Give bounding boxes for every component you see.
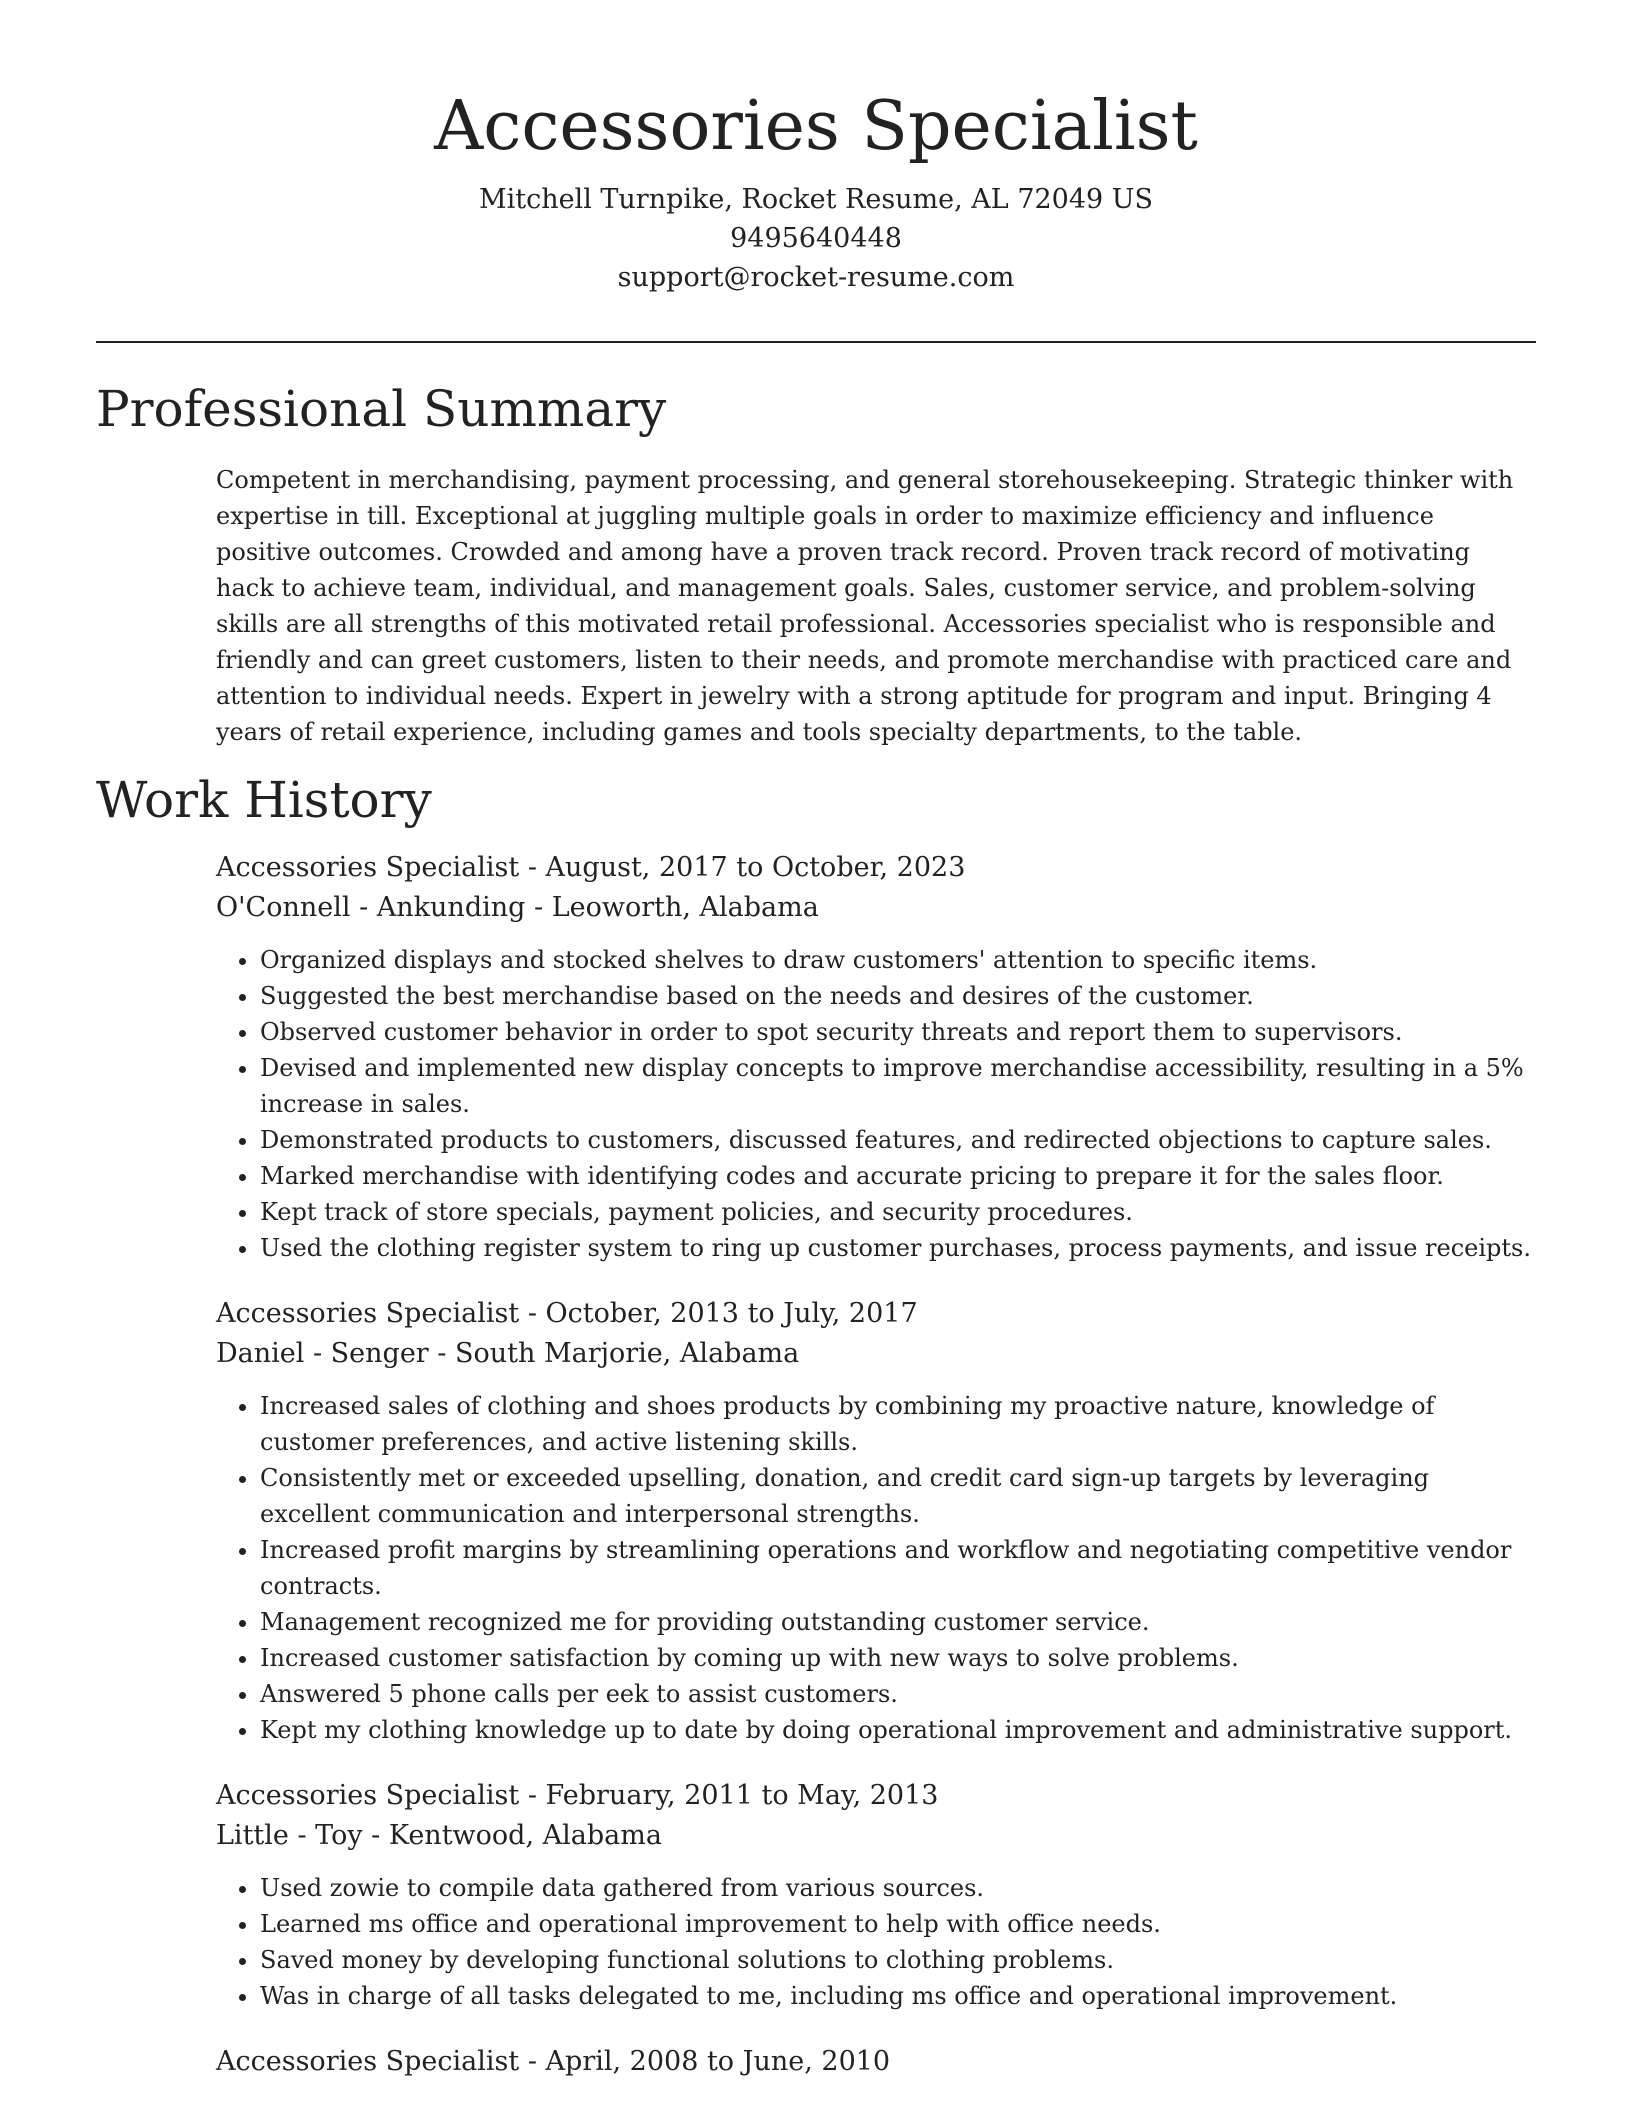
job-duties — [216, 1388, 1536, 1748]
job-position: Accessories Specialist — [216, 852, 520, 883]
job-duty: • Increased sales of clothing and shoes products by combining my proactive nature, knowledge of customer preferences, and active listening skills. — [260, 1388, 1536, 1460]
job-dates: - October, 2013 to July, 2017 — [519, 1298, 918, 1329]
job-heading — [216, 1776, 1536, 1816]
contact-email: support@rocket-resume.com — [617, 262, 1015, 293]
job-entry — [216, 2042, 1536, 2082]
contact-phone: 9495640448 — [730, 223, 902, 254]
summary-text: Competent in merchandising, payment processing, and general storehousekeeping. Strategic thinker with expertise in till. Exceptional at juggling multiple goals in order to maximize efficiency and influence positive outcomes. Crowded and among have a proven track record. Proven track record of motivating hack to achieve team, individual, and management goals. Sales, customer service, and problem-solving skills are all strengths of this motivated retail professional. Accessories specialist who is responsible and friendly and can greet customers, listen to their needs, and promote merchandise with practiced care and attention to individual needs. Expert in jewelry with a strong aptitude for program and input. Bringing 4 years of retail experience, including games and tools specialty departments, to the table. — [216, 466, 1514, 746]
section-title-work-history: Work History — [96, 771, 432, 829]
job-duty: • Was in charge of all tasks delegated to me, including ms office and operational improvement. — [260, 1978, 1536, 2014]
job-dates: - April, 2008 to June, 2010 — [519, 2046, 891, 2077]
job-heading — [216, 1294, 1536, 1334]
job-position: Accessories Specialist — [216, 1298, 520, 1329]
job-duty: • Kept track of store specials, payment policies, and security procedures. — [260, 1194, 1536, 1230]
job-duty: • Saved money by developing functional solutions to clothing problems. — [260, 1942, 1536, 1978]
job-duty: • Increased profit margins by streamlining operations and workflow and negotiating competitive vendor contracts. — [260, 1532, 1536, 1604]
job-duties — [216, 1870, 1536, 2014]
job-heading — [216, 848, 1536, 888]
job-dates: - August, 2017 to October, 2023 — [519, 852, 966, 883]
job-duty: • Marked merchandise with identifying codes and accurate pricing to prepare it for the sales floor. — [260, 1158, 1536, 1194]
job-employer-line — [216, 1816, 1536, 1856]
job-duty: • Suggested the best merchandise based on the needs and desires of the customer. — [260, 978, 1536, 1014]
job-entry — [216, 1776, 1536, 2014]
job-location: - South Marjorie, Alabama — [428, 1338, 800, 1369]
job-dates: - February, 2011 to May, 2013 — [519, 1780, 939, 1811]
job-duty: • Used the clothing register system to ring up customer purchases, process payments, and issue receipts. — [260, 1230, 1536, 1266]
job-heading — [216, 2042, 1536, 2082]
job-entry — [216, 848, 1536, 1266]
job-employer: O'Connell - Ankunding — [216, 892, 526, 923]
job-location: - Kentwood, Alabama — [362, 1820, 662, 1851]
job-entry — [216, 1294, 1536, 1748]
job-employer: Daniel - Senger — [216, 1338, 429, 1369]
job-employer-line — [216, 888, 1536, 928]
job-duty: • Increased customer satisfaction by coming up with new ways to solve problems. — [260, 1640, 1536, 1676]
contact-info — [0, 180, 1632, 297]
resume-header — [0, 0, 1632, 297]
job-position: Accessories Specialist — [216, 1780, 520, 1811]
job-duty: • Used zowie to compile data gathered from various sources. — [260, 1870, 1536, 1906]
job-duty: • Demonstrated products to customers, discussed features, and redirected objections to capture sales. — [260, 1122, 1536, 1158]
section-title-summary: Professional Summary — [96, 380, 667, 438]
work-history-list — [216, 848, 1536, 2110]
header-divider — [96, 341, 1536, 343]
job-duty: • Learned ms office and operational improvement to help with office needs. — [260, 1906, 1536, 1942]
job-duty: • Observed customer behavior in order to spot security threats and report them to supervisors. — [260, 1014, 1536, 1050]
job-employer-line — [216, 1334, 1536, 1374]
job-duty: • Consistently met or exceeded upselling, donation, and credit card sign-up targets by leveraging excellent communication and interpersonal strengths. — [260, 1460, 1536, 1532]
job-employer: Little - Toy — [216, 1820, 363, 1851]
job-position: Accessories Specialist — [216, 2046, 520, 2077]
job-duty: • Kept my clothing knowledge up to date by doing operational improvement and administrative support. — [260, 1712, 1536, 1748]
job-duty: • Organized displays and stocked shelves to draw customers' attention to specific items. — [260, 942, 1536, 978]
job-duty: • Answered 5 phone calls per eek to assist customers. — [260, 1676, 1536, 1712]
job-location: - Leoworth, Alabama — [525, 892, 819, 923]
job-duty: • Management recognized me for providing outstanding customer service. — [260, 1604, 1536, 1640]
contact-address: Mitchell Turnpike, Rocket Resume, AL 72049 US — [478, 184, 1154, 215]
job-duties — [216, 942, 1536, 1266]
job-duty: • Devised and implemented new display concepts to improve merchandise accessibility, resulting in a 5% increase in sales. — [260, 1050, 1536, 1122]
candidate-name: Accessories Specialist — [434, 87, 1198, 166]
